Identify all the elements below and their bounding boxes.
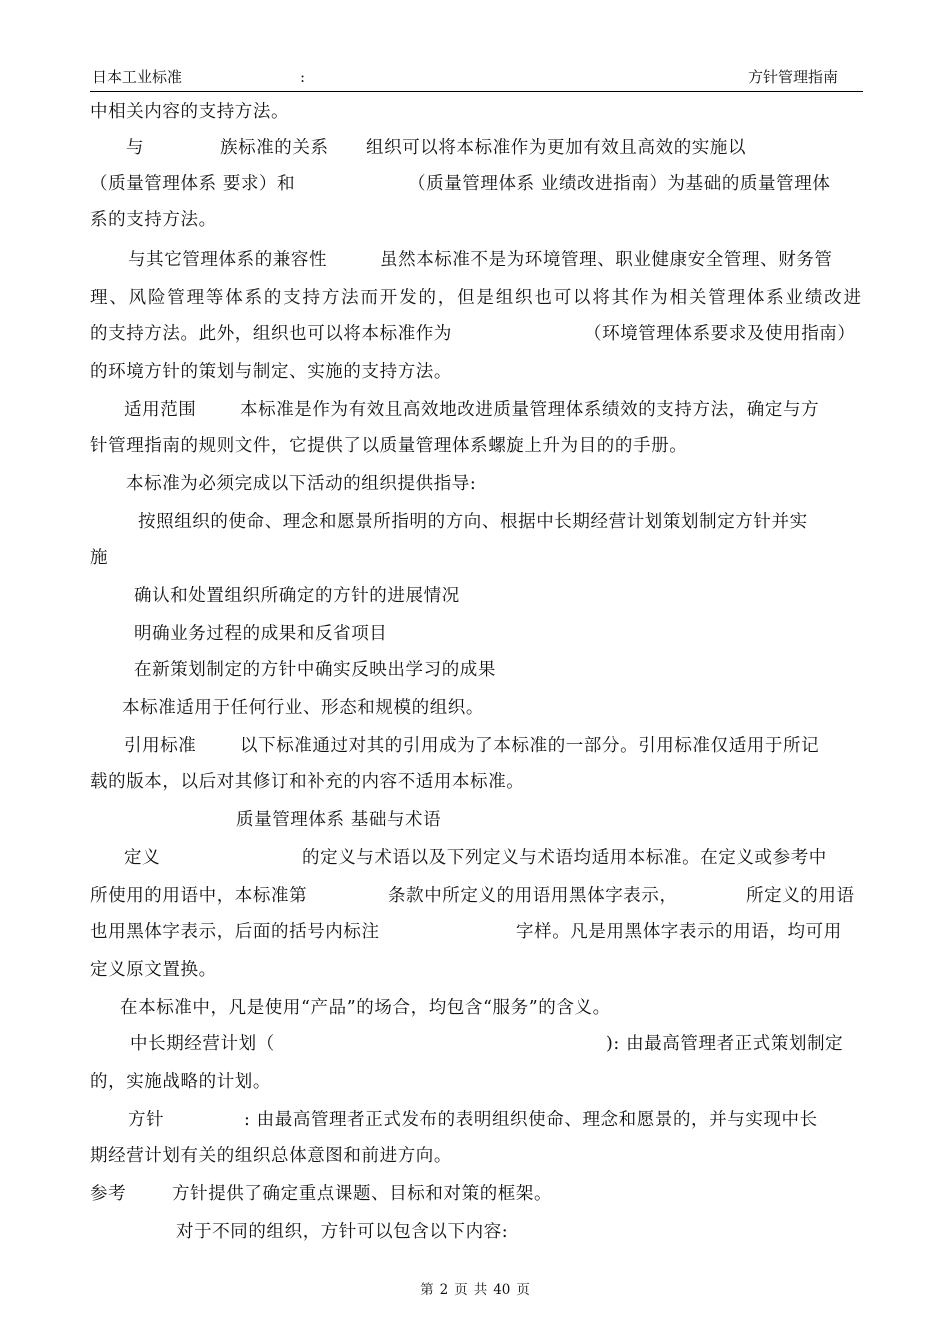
footer-label: 共 (473, 1282, 488, 1298)
text-line: 期经营计划有关的组织总体意图和前进方向。 (90, 1146, 452, 1166)
section-heading: 族标准的关系 (220, 138, 329, 158)
text-line: 组织可以将本标准作为更加有效且高效的实施以 (366, 138, 747, 158)
section-heading: 与其它管理体系的兼容性 (128, 250, 328, 270)
term-heading: 中长期经营计划（ (130, 1034, 275, 1054)
text-line: （环境管理体系要求及使用指南） (584, 324, 856, 344)
text-line: 的，实施战略的计划。 (90, 1072, 271, 1092)
text-line: （质量管理体系 业绩改进指南）为基础的质量管理体 (408, 174, 831, 194)
note-label: 参考 (90, 1184, 127, 1204)
header-rule (90, 91, 863, 92)
text-line: 的定义与术语以及下列定义与术语均适用本标准。在定义或参考中 (302, 848, 827, 868)
section-heading: 定义 (124, 848, 161, 868)
section-heading: 引用标准 (124, 736, 197, 756)
header-colon: : (300, 68, 306, 86)
total-pages: 40 (493, 1282, 511, 1298)
text-line: 系的支持方法。 (90, 210, 217, 230)
list-item: 按照组织的使命、理念和愿景所指明的方向、根据中长期经营计划策划制定方针并实 (138, 512, 808, 532)
text-line: : 由最高管理者正式发布的表明组织使命、理念和愿景的，并与实现中长 (244, 1110, 818, 1130)
text-line: 也用黑体字表示，后面的括号内标注 (90, 922, 380, 942)
text-line: 理、风险管理等体系的支持方法而开发的，但是组织也可以将其作为相关管理体系业绩改进 (90, 288, 861, 308)
text-line: 的支持方法。此外，组织也可以将本标准作为 (90, 324, 452, 344)
term-heading: 方针 (128, 1110, 165, 1130)
text-line: 针管理指南的规则文件，它提供了以质量管理体系螺旋上升为目的的手册。 (90, 436, 688, 456)
header-document-title: 方针管理指南 (748, 68, 839, 86)
referenced-standard: 质量管理体系 基础与术语 (236, 810, 442, 830)
text-line: 条款中所定义的用语用黑体字表示， (388, 886, 678, 906)
footer-label: 第 (420, 1282, 434, 1298)
list-item: 确认和处置组织所确定的方针的进展情况 (134, 586, 460, 606)
text-line: 虽然本标准不是为环境管理、职业健康安全管理、财务管 (380, 250, 833, 270)
text-line: 中相关内容的支持方法。 (90, 102, 290, 122)
text-line: 与 (126, 138, 145, 158)
text-line: 施 (90, 548, 109, 568)
text-line: 的环境方针的策划与制定、实施的支持方法。 (90, 362, 452, 382)
text-line: 在本标准中，凡是使用“产品”的场合，均包含“服务”的含义。 (120, 998, 611, 1018)
text-line: 定义原文置换。 (90, 960, 217, 980)
footer-label: 页 (454, 1282, 468, 1298)
text-line: ): 由最高管理者正式策划制定 (606, 1034, 844, 1054)
text-line: 本标准适用于任何行业、形态和规模的组织。 (122, 698, 484, 718)
text-line: 所定义的用语 (746, 886, 855, 906)
text-line: 字样。凡是用黑体字表示的用语，均可用 (516, 922, 842, 942)
list-item: 在新策划制定的方针中确实反映出学习的成果 (134, 660, 496, 680)
footer-label: 页 (516, 1282, 530, 1298)
section-heading: 适用范围 (124, 400, 197, 420)
text-line: 载的版本，以后对其修订和补充的内容不适用本标准。 (90, 772, 525, 792)
text-line: 本标准为必须完成以下活动的组织提供指导: (126, 474, 477, 494)
text-line: 方针提供了确定重点课题、目标和对策的框架。 (172, 1184, 553, 1204)
list-item: 明确业务过程的成果和反省项目 (134, 624, 388, 644)
header-standard-name: 日本工业标准 (92, 68, 183, 86)
text-line: 以下标准通过对其的引用成为了本标准的一部分。引用标准仅适用于所记 (240, 736, 820, 756)
text-line: 本标准是作为有效且高效地改进质量管理体系绩效的支持方法，确定与方 (240, 400, 820, 420)
text-line: （质量管理体系 要求）和 (90, 174, 296, 194)
page-number: 2 (439, 1282, 449, 1298)
text-line: 所使用的用语中，本标准第 (90, 886, 308, 906)
page-footer (0, 1280, 950, 1300)
text-line: 对于不同的组织，方针可以包含以下内容: (176, 1222, 509, 1242)
